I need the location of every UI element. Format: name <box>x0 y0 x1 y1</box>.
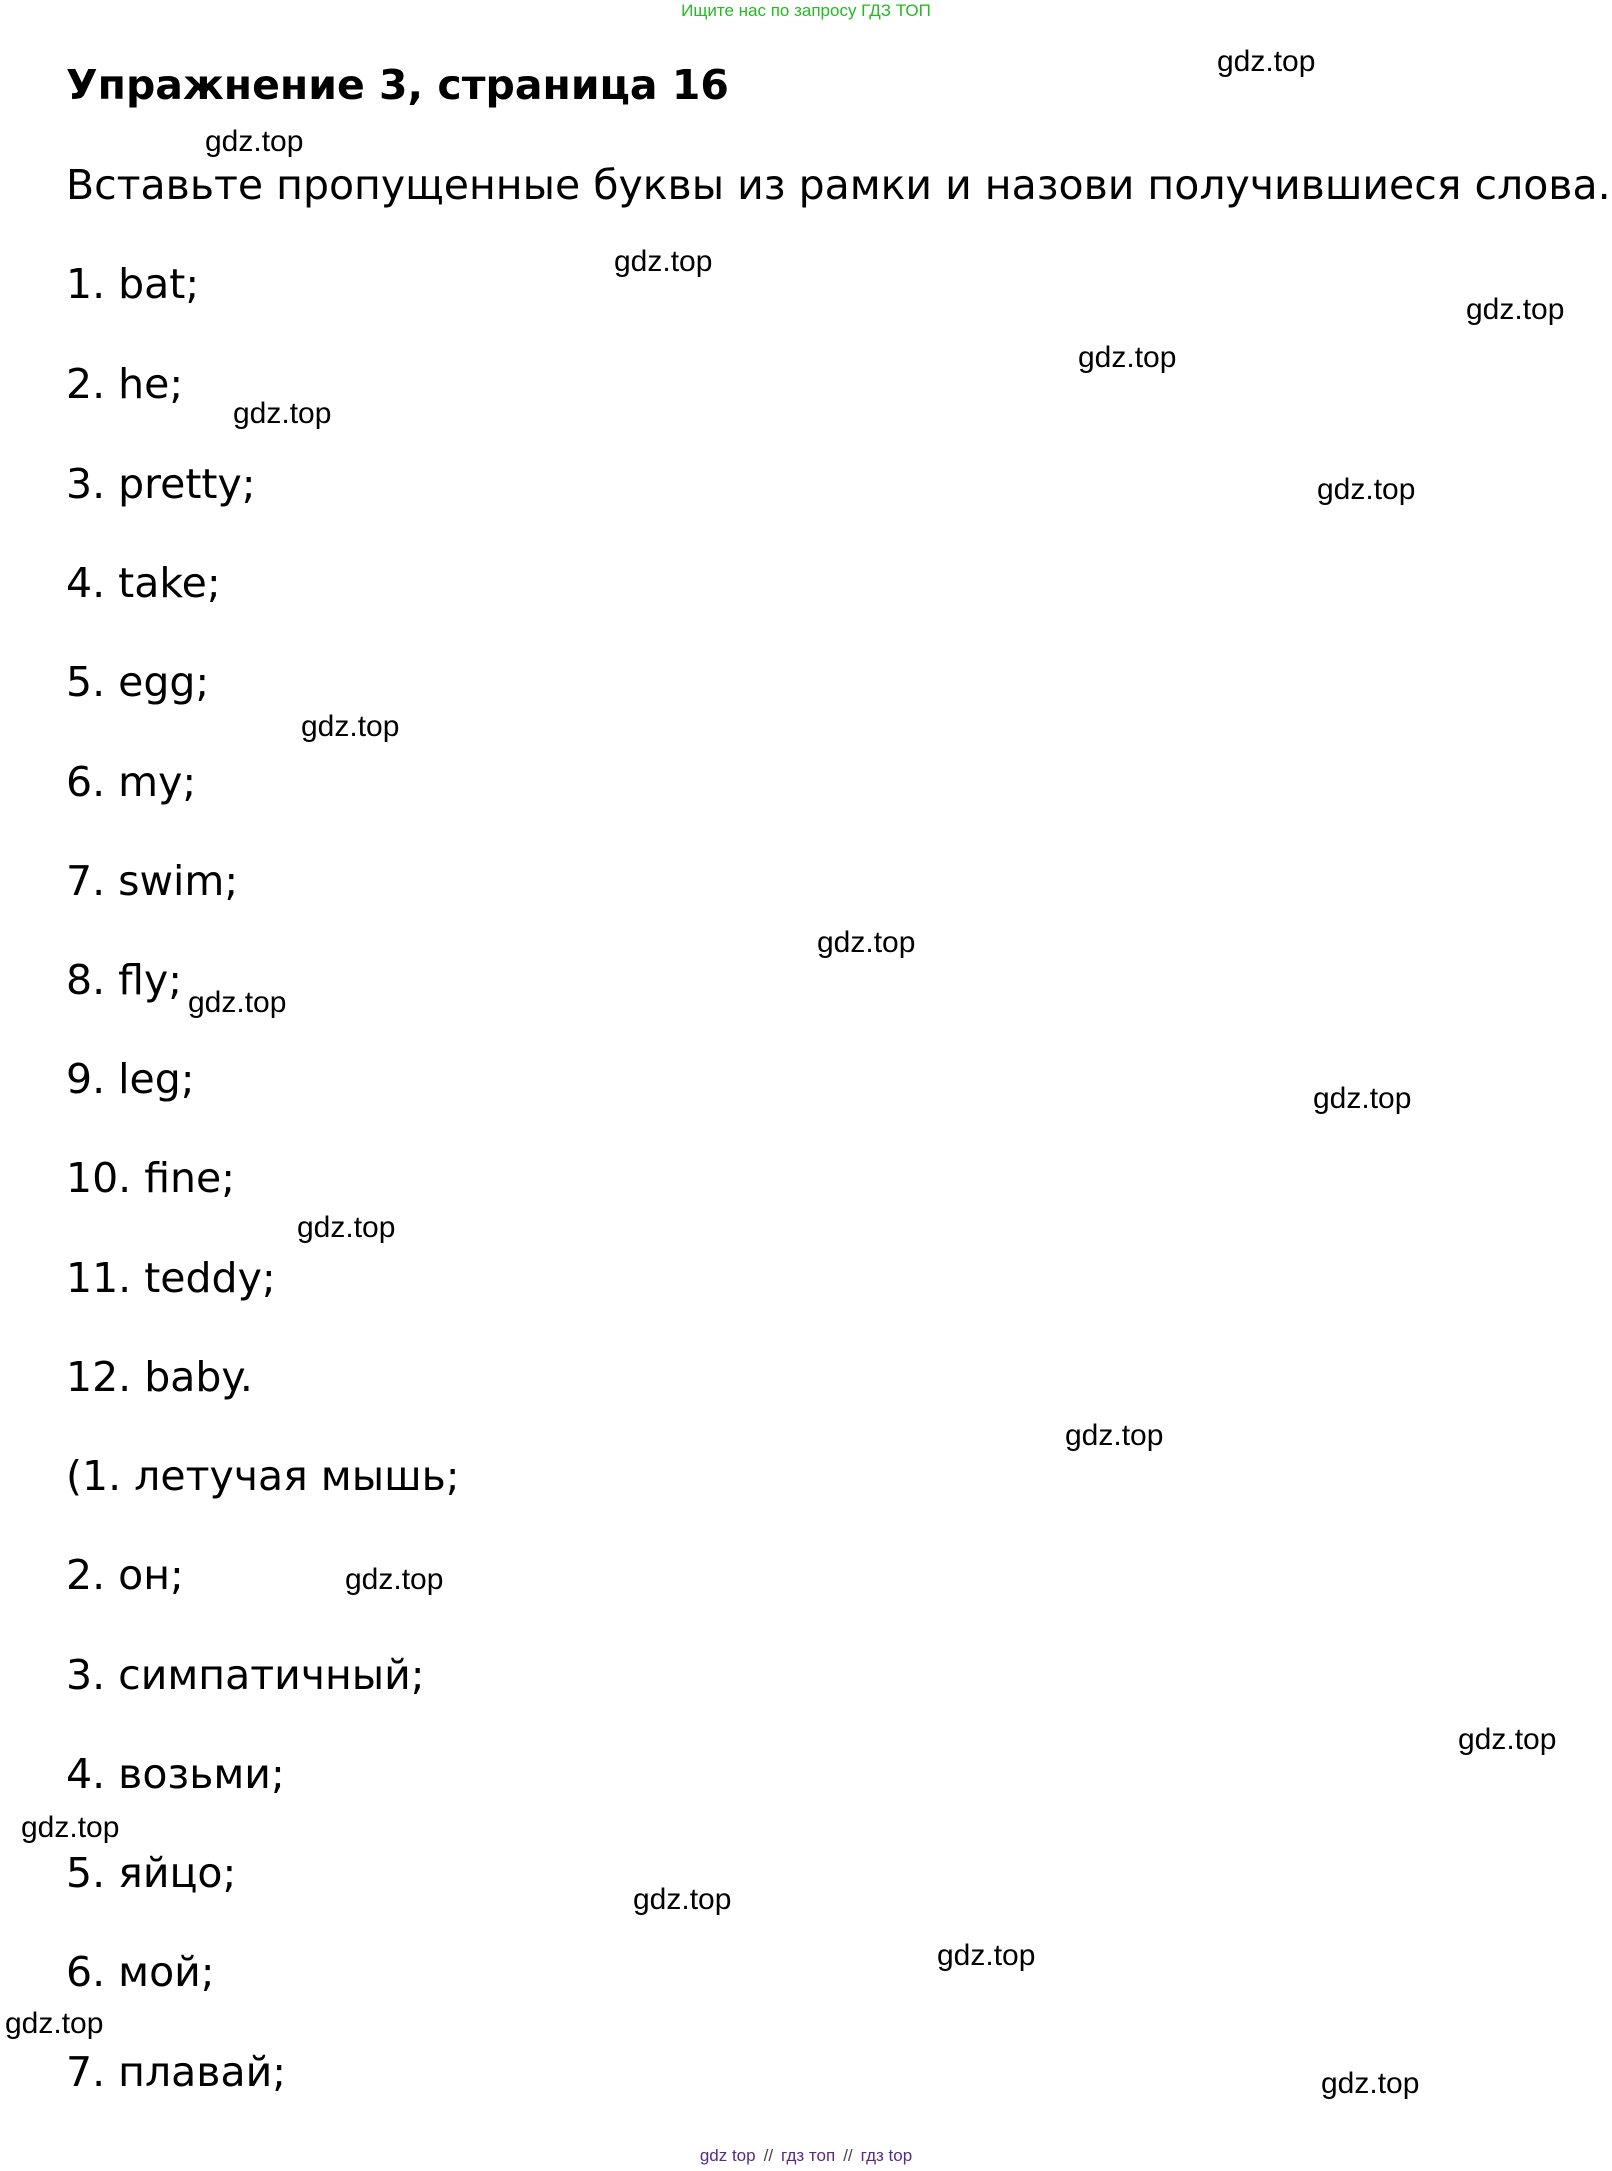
top-banner: Ищите нас по запросу ГДЗ ТОП <box>681 1 931 20</box>
answer-ru-3: 3. симпатичный; <box>66 1651 425 1699</box>
watermark: gdz.top <box>937 1939 1036 1972</box>
answer-en-4: 4. take; <box>66 559 221 607</box>
watermark: gdz.top <box>5 2007 104 2040</box>
watermark: gdz.top <box>1313 1082 1412 1115</box>
watermark: gdz.top <box>297 1211 396 1244</box>
answer-ru-6: 6. мой; <box>66 1948 215 1996</box>
answer-en-3: 3. pretty; <box>66 460 256 508</box>
answer-en-12: 12. baby. <box>66 1353 253 1401</box>
page-title: Упражнение 3, страница 16 <box>66 61 729 109</box>
footer-link[interactable]: gdz top <box>699 2146 756 2165</box>
answer-ru-7: 7. плавай; <box>66 2048 287 2096</box>
watermark: gdz.top <box>633 1883 732 1916</box>
answer-en-2: 2. he; <box>66 360 184 408</box>
watermark: gdz.top <box>345 1563 444 1596</box>
answer-en-11: 11. teddy; <box>66 1254 276 1302</box>
watermark: gdz.top <box>1321 2067 1420 2100</box>
watermark: gdz.top <box>205 125 304 158</box>
answer-en-10: 10. fine; <box>66 1154 236 1202</box>
answer-ru-4: 4. возьми; <box>66 1750 285 1798</box>
answer-ru-5: 5. яйцо; <box>66 1849 237 1897</box>
answer-en-6: 6. my; <box>66 758 197 806</box>
watermark: gdz.top <box>817 926 916 959</box>
watermark: gdz.top <box>1458 1723 1557 1756</box>
answer-ru-1: (1. летучая мышь; <box>66 1452 460 1500</box>
answer-en-7: 7. swim; <box>66 857 239 905</box>
answer-en-8: 8. fly; <box>66 956 183 1004</box>
watermark: gdz.top <box>1065 1419 1164 1452</box>
watermark: gdz.top <box>1078 341 1177 374</box>
watermark: gdz.top <box>301 710 400 743</box>
answer-en-9: 9. leg; <box>66 1055 195 1103</box>
watermark: gdz.top <box>233 397 332 430</box>
answer-ru-2: 2. он; <box>66 1551 184 1599</box>
exercise-instruction: Вставьте пропущенные буквы из рамки и назови получившиеся слова. <box>66 161 1611 209</box>
footer-link[interactable]: гдз топ <box>781 2146 836 2165</box>
watermark: gdz.top <box>21 1811 120 1844</box>
footer-separator: // <box>843 2146 853 2165</box>
watermark: gdz.top <box>1466 293 1565 326</box>
watermark: gdz.top <box>614 245 713 278</box>
answer-en-5: 5. egg; <box>66 658 210 706</box>
watermark: gdz.top <box>188 986 287 1019</box>
footer-separator: // <box>763 2146 774 2165</box>
watermark: gdz.top <box>1217 45 1316 78</box>
footer-link[interactable]: гдз top <box>860 2146 913 2165</box>
footer-links <box>0 2145 1612 2167</box>
answer-en-1: 1. bat; <box>66 260 200 308</box>
watermark: gdz.top <box>1317 473 1416 506</box>
